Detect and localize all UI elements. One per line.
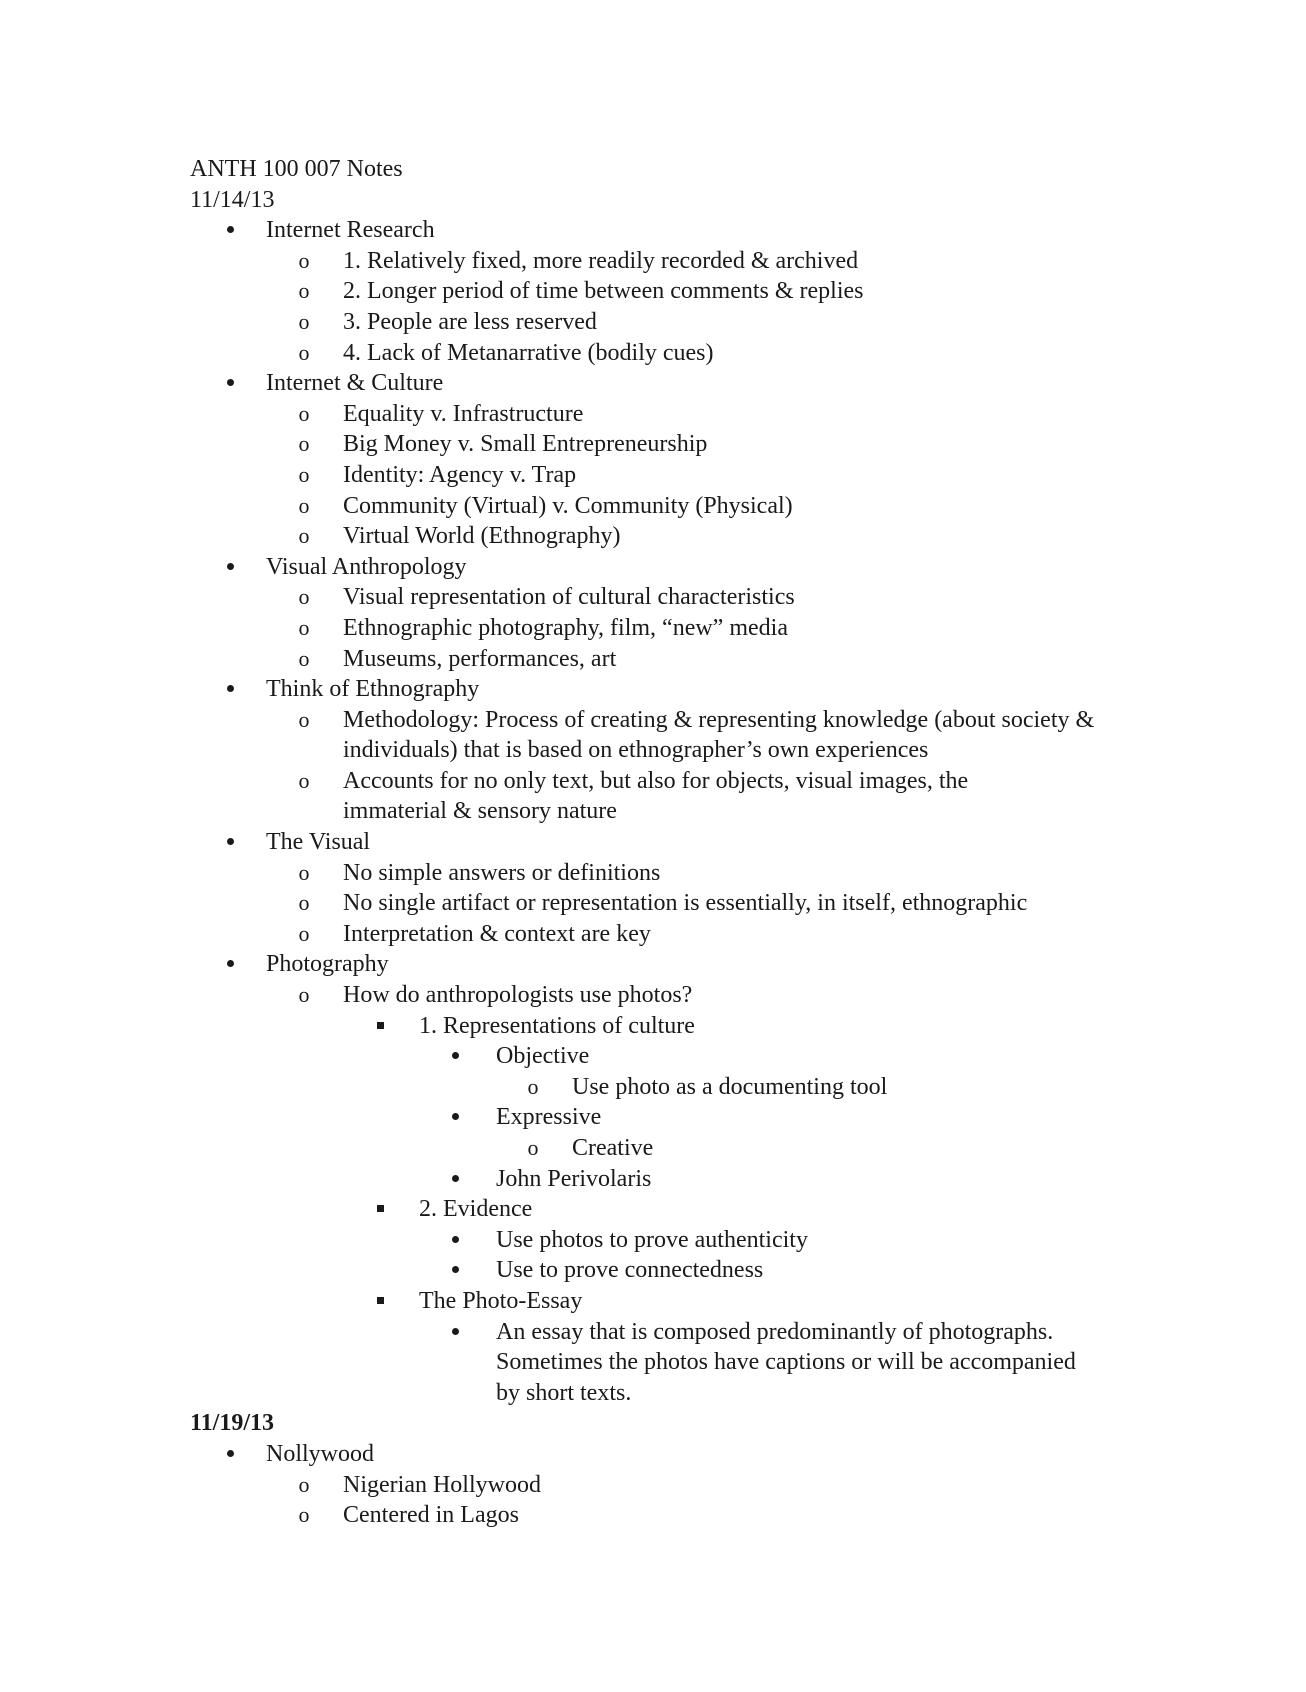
date-heading: 11/14/13 <box>190 186 275 213</box>
bullet-marker <box>220 552 240 583</box>
circle-marker: o <box>298 614 310 640</box>
circle-marker: o <box>298 339 310 365</box>
circle-marker: o <box>298 920 310 946</box>
sub-item: o How do anthropologists use photos? <box>190 980 1190 1011</box>
bullet-item: Nollywood <box>190 1439 1190 1470</box>
bullet-item: The Visual <box>190 827 1190 858</box>
level4-item: Objective <box>190 1041 1190 1072</box>
circle-marker: o <box>298 890 310 916</box>
square-marker <box>370 1011 390 1042</box>
sub-item: o Museums, performances, art <box>190 644 1190 675</box>
bullet-marker <box>445 1317 465 1348</box>
circle-marker: o <box>298 400 310 426</box>
document-page <box>190 154 1190 1531</box>
level5-item: o Use photo as a documenting tool <box>190 1072 1190 1103</box>
circle-marker: o <box>527 1073 539 1099</box>
level4-item: John Perivolaris <box>190 1164 1190 1195</box>
sub-item: o No simple answers or definitions <box>190 858 1190 889</box>
sub-sub-item: 2. Evidence <box>190 1194 1190 1225</box>
sub-item: o Equality v. Infrastructure <box>190 399 1190 430</box>
sub-item: o 4. Lack of Metanarrative (bodily cues) <box>190 338 1190 369</box>
sub-item: o Nigerian Hollywood <box>190 1470 1190 1501</box>
circle-marker: o <box>527 1135 539 1160</box>
sub-item: o Visual representation of cultural characteristics <box>190 582 1190 613</box>
circle-marker: o <box>298 308 310 334</box>
sub-item: o No single artifact or representation is essentially, in itself, ethnographic <box>190 888 1190 919</box>
bullet-marker <box>445 1225 465 1256</box>
level4-item: Use to prove connectedness <box>190 1255 1190 1286</box>
square-marker <box>370 1194 390 1225</box>
sub-item: o 3. People are less reserved <box>190 307 1190 338</box>
circle-marker: o <box>298 492 310 518</box>
sub-sub-item: The Photo-Essay <box>190 1286 1190 1317</box>
circle-marker: o <box>298 1502 310 1528</box>
circle-marker: o <box>298 431 310 457</box>
sub-item: o 1. Relatively fixed, more readily recorded & archived <box>190 246 1190 277</box>
bullet-item: Photography <box>190 949 1190 980</box>
level5-item: o Creative <box>190 1133 1190 1164</box>
sub-item: o 2. Longer period of time between comments & replies <box>190 276 1190 307</box>
date-heading: 11/19/13 <box>190 1410 275 1437</box>
bullet-marker <box>445 1255 465 1286</box>
circle-marker: o <box>298 706 310 732</box>
sub-item: o Virtual World (Ethnography) <box>190 521 1190 552</box>
level4-item: An essay that is composed predominantly of photographs. Sometimes the photos have captions or will be accompanied by short texts. <box>190 1317 1086 1409</box>
circle-marker: o <box>298 1471 310 1497</box>
circle-marker: o <box>298 523 310 549</box>
sub-item: o Identity: Agency v. Trap <box>190 460 1190 491</box>
sub-item: o Accounts for no only text, but also for objects, visual images, the immaterial & sensory nature <box>190 766 1063 827</box>
square-marker <box>370 1286 390 1317</box>
circle-marker: o <box>298 278 310 304</box>
sub-item: o Interpretation & context are key <box>190 919 1190 950</box>
sub-sub-item: 1. Representations of culture <box>190 1011 1190 1042</box>
sub-item: o Methodology: Process of creating & representing knowledge (about society & individuals) that is based on ethnographer’s own experiences <box>190 705 1103 766</box>
circle-marker: o <box>298 461 310 487</box>
document-title: ANTH 100 007 Notes <box>190 156 403 182</box>
bullet-item: Visual Anthropology <box>190 552 1190 583</box>
bullet-marker <box>220 215 240 246</box>
bullet-item: Think of Ethnography <box>190 674 1190 705</box>
sub-item: o Centered in Lagos <box>190 1500 1190 1531</box>
circle-marker: o <box>298 645 310 671</box>
sub-item: o Community (Virtual) v. Community (Physical) <box>190 491 1190 522</box>
sub-item: o Big Money v. Small Entrepreneurship <box>190 429 1190 460</box>
bullet-marker <box>220 368 240 399</box>
level4-item: Use photos to prove authenticity <box>190 1225 1190 1256</box>
bullet-marker <box>445 1041 465 1072</box>
bullet-marker <box>220 1439 240 1470</box>
circle-marker: o <box>298 982 310 1008</box>
circle-marker: o <box>298 584 310 610</box>
bullet-marker <box>445 1164 465 1195</box>
circle-marker: o <box>298 767 310 793</box>
circle-marker: o <box>298 247 310 273</box>
bullet-item: Internet Research <box>190 215 1190 246</box>
bullet-marker <box>445 1102 465 1133</box>
circle-marker: o <box>298 859 310 885</box>
bullet-marker <box>220 949 240 980</box>
sub-item: o Ethnographic photography, film, “new” media <box>190 613 1190 644</box>
bullet-item: Internet & Culture <box>190 368 1190 399</box>
bullet-marker <box>220 674 240 705</box>
level4-item: Expressive <box>190 1102 1190 1133</box>
bullet-marker <box>220 827 240 858</box>
